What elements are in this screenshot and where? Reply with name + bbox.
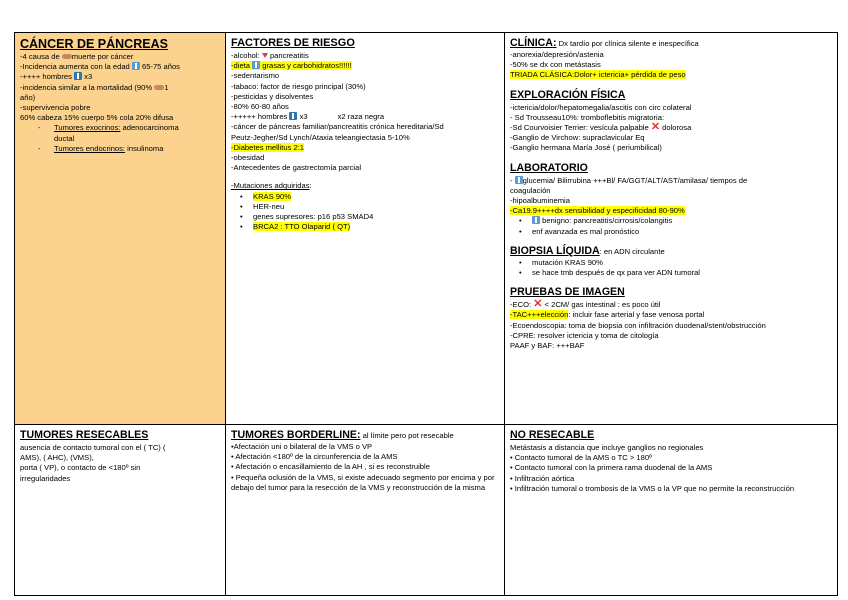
exploration-line-1: -ictericia/dolor/hepatomegalia/ascitis con circ colateral [510,102,692,112]
exploration-line-5: -Ganglio hermana María José ( periumbilical) [510,143,662,153]
non-resectable-line: Metástasis a distancia que incluye ganglios no regionales [510,443,704,452]
borderline-line: • Afectación o encasillamiento de la AH , si es reconstruible [231,462,430,472]
liquid-biopsy-item: • se hace tmb después de qx para ver ADN tumoral [510,268,832,278]
resectable-line: AMS), ( AHC), (VMS), [20,453,94,463]
borderline-line: • Pequeña oclusión de la VMS, si existe adecuado segmento por encima y por debajo del tumor para la resección de la VMS y reconstrucción de la misma [231,472,495,492]
borderline-line: • Afectación <180º de la circunferencia de la AMS [231,452,398,462]
cross-mark-icon: ✕ [533,298,543,311]
imaging-line-5: PAAF y BAF: +++BAF [510,341,585,351]
risk-line-11: -obesidad [231,153,265,163]
exploration-line-4: -Ganglio de Virchow: supraclavicular Eq [510,133,645,143]
risk-factors-title: FACTORES DE RIESGO [231,37,355,49]
resectable-line: porta ( VP), o contacto de <180º sin [20,463,141,473]
lab-bullet: • enf avanzada es mal pronóstico [510,227,832,237]
mutation-item: • HER-neu [231,202,499,212]
cancer-line-4b: año) [20,92,36,102]
borderline-cell [226,425,505,595]
non-resectable-cell [505,425,837,595]
imaging-line-4: -CPRE: resolver ictericia y toma de citología [510,330,659,340]
non-resectable-title: NO RESECABLE [510,429,595,441]
lab-line-1: - glucemia/ Bilirrubina +++Bl/ FA/GGT/ALT/AST/amilasa/ tiempos de [510,175,748,185]
lab-bullet: • benigno: pancreatitis/cirrosis/colangitis [510,216,832,226]
lab-line-3: -Ca19.9++++dx sensibilidad y especificidad 80-90% [510,206,685,216]
risk-line-5: -pesticidas y disolventes [231,91,314,101]
resectable-line: irregularidades [20,473,71,483]
risk-line-8: -cáncer de páncreas familiar/pancreatitis crónica hereditaria/Sd [231,122,444,132]
non-resectable-line: • Infiltración aórtica [510,473,575,483]
risk-line-6: -80% 60-80 años [231,102,289,112]
clinical-cell [505,33,837,425]
risk-line-12: -Antecedentes de gastrectomía parcial [231,163,362,173]
clinical-line-2: -50% se dx con metástasis [510,60,601,70]
risk-line-10: -Diabetes mellitus 2:1 [231,142,305,152]
risk-line-9: Peutz-Jegher/Sd Lynch/Ataxia teleangiectasia 5-10% [231,132,410,142]
cancer-cell [15,33,226,425]
lab-line-1b: coagulación [510,185,551,195]
borderline-line: •Afectación uni o bilateral de la VMS o VP [231,442,373,451]
liquid-biopsy-item: • mutación KRAS 90% [510,258,832,268]
exocrine-item: - Tumores exocrinos: adenocarcinoma [20,123,220,133]
exploration-line-2: - Sd Trousseau10%: tromboflebitis migratoria: [510,112,665,122]
exploration-title: EXPLORACIÓN FÍSICA [510,88,626,101]
lab-line-2: -hipoalbuminemia [510,196,570,206]
risk-line-1: -alcohol: pancreatitis [231,51,309,60]
resectable-title: TUMORES RESECABLES [20,429,149,441]
pill-icon [154,85,164,90]
risk-line-7: -+++++ hombres x3 x2 raza negra [231,112,385,122]
arrow-up-icon [252,61,260,69]
borderline-title: TUMORES BORDERLINE: al límite pero pot resecable [231,429,454,441]
laboratory-title: LABORATORIO [510,161,588,174]
clinical-line-1: -anorexia/depresión/astenia [510,50,604,59]
imaging-line-2: -TAC+++elección: incluir fase arterial y fase venosa portal [510,310,705,320]
clinical-line-3: TRIADA CLÁSICA:Dolor+ ictericia+ pérdida de peso [510,70,686,80]
arrow-down-icon [74,72,82,80]
non-resectable-line: • Infiltración tumoral o trombosis de la VMS o la VP que no permite la reconstrucción [510,483,795,493]
mutation-item: • BRCA2 : TTO Olaparid ( QT) [231,222,499,232]
cancer-line-6: 60% cabeza 15% cuerpo 5% cola 20% difusa [20,113,174,123]
cancer-line-3: -++++ hombres x3 [20,72,93,82]
risk-line-4: -tabaco: factor de riesgo principal (30%) [231,81,366,91]
arrow-up-icon [532,216,540,224]
resectable-cell [15,425,226,595]
mutation-item: • genes supresores: p16 p53 SMAD4 [231,212,499,222]
cancer-line-5: -supervivencia pobre [20,103,91,113]
resectable-line: ausencia de contacto tumoral con el ( TC) ( [20,443,166,452]
imaging-title: PRUEBAS DE IMAGEN [510,286,625,299]
exploration-line-3: -Sd Courvoisier Terrier: vesícula palpable ✕ dolorosa [510,121,692,134]
clinical-title: CLÍNICA: Dx tardío por clínica silente e inespecífica [510,37,699,49]
cross-mark-icon: ✕ [650,121,661,134]
risk-line-3: -sedentarismo [231,71,280,81]
risk-factors-cell [226,33,505,425]
cancer-line-2: -Incidencia aumenta con la edad 65-75 años [20,62,180,72]
risk-line-2: -dieta grasas y carbohidratos!!!!!! [231,61,352,71]
imaging-line-1: -ECO: ✕ < 2CM/ gas intestinal : es poco útil [510,298,661,311]
exocrine-item-cont: ductal [54,133,75,143]
mutation-item: • KRAS 90% [231,192,499,202]
imaging-line-3: -Ecoendoscopia: toma de biopsia con infiltración duodenal/stent/obstrucción [510,320,766,330]
cancer-title: CÁNCER DE PÁNCREAS [20,37,168,51]
cancer-line-1: -4 causa de muerte por cáncer [20,52,134,61]
mutations-title: -Mutaciones adquiridas: [231,181,312,191]
non-resectable-line: • Contacto tumoral de la AMS o TC > 180º [510,453,652,463]
arrow-up-icon [515,176,523,184]
summary-table [14,32,838,596]
pill-icon [62,54,72,59]
non-resectable-line: • Contacto tumoral con la primera rama duodenal de la AMS [510,463,713,473]
liquid-biopsy-title: BIOPSIA LÍQUIDA: en ADN circulante [510,244,665,257]
arrow-up-icon [132,62,140,70]
endocrine-item: - Tumores endocrinos: insulinoma [20,144,220,154]
cancer-line-4: -incidencia similar a la mortalidad (90% 1 [20,82,169,92]
